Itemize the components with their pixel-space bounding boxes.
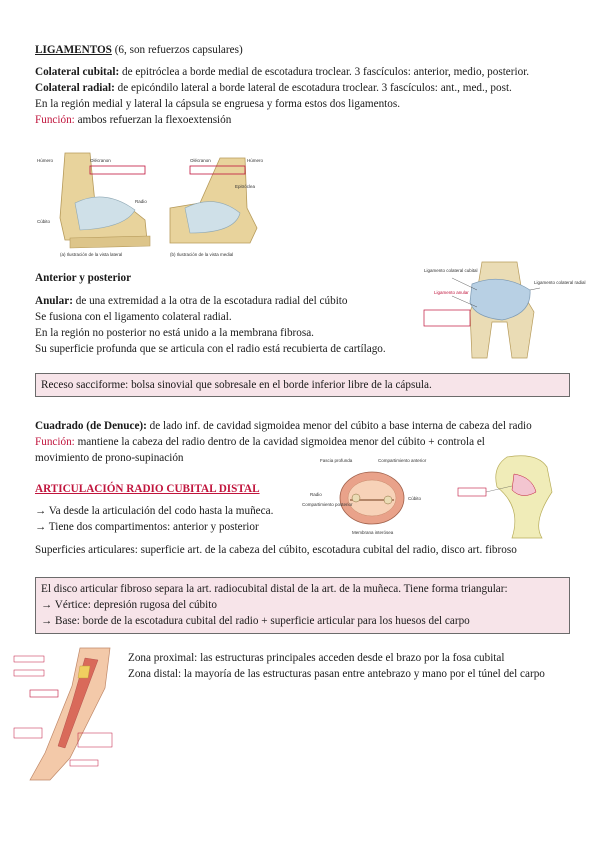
cuadrado-label: Cuadrado (de Denuce):	[35, 420, 147, 432]
fig2-label-colateral-cubital: Ligamento colateral cubital	[424, 268, 478, 273]
anular-label: Anular:	[35, 295, 73, 307]
disco-box	[35, 577, 570, 634]
colateral-cubital-text: de epitróclea a borde medial de escotadura troclear. 3 fascículos: anterior, medio, posterior.	[119, 66, 530, 78]
anterior-line2: Se fusiona con el ligamento colateral radial.	[35, 311, 232, 323]
fig3-label-cubito: Cúbito	[408, 496, 422, 501]
elbow-ligaments-figure	[35, 148, 270, 260]
anterior-line4: Su superficie profunda que se articula con el radio está recubierta de cartílago.	[35, 343, 386, 355]
distal-radioulnar-figure	[452, 452, 572, 538]
forearm-anterior-figure	[10, 648, 118, 780]
fig1-caption-right: (b) Ilustración de la vista medial	[170, 252, 234, 257]
anular-text: de una extremidad a la otra de la escotadura radial del cúbito	[72, 295, 348, 307]
annular-ligament-figure	[422, 262, 586, 358]
disco-line2: → Vértice: depresión rugosa del cúbito	[41, 599, 217, 611]
disco-line1: El disco articular fibroso separa la art. radiocubital distal de la art. de la muñeca. Tiene forma triangular:	[41, 583, 508, 595]
cuadrado-funcion-label: Función:	[35, 436, 75, 448]
receso-text: Receso sacciforme: bolsa sinovial que sobresale en el borde inferior libre de la cápsula.	[41, 379, 432, 391]
fig2-label-colateral-radial: Ligamento colateral radial	[534, 280, 586, 285]
articulacion-line1: → Va desde la articulación del codo hasta la muñeca.	[35, 505, 274, 517]
anterior-heading-text: Anterior y posterior	[35, 272, 132, 284]
funcion-label: Función:	[35, 114, 75, 126]
cuadrado-funcion-text: mantiene la cabeza del radio dentro de la cavidad sigmoidea menor del cúbito + controla el	[74, 436, 485, 448]
colateral-radial-line	[35, 80, 512, 96]
fig1-label-epitroclea: Epitróclea	[235, 184, 256, 189]
funcion-line	[35, 112, 231, 128]
colateral-cubital-label: Colateral cubital:	[35, 66, 120, 78]
receso-box	[35, 373, 570, 397]
fig2-label-anular: Ligamento anular	[434, 290, 469, 295]
fig3-label-comp-posterior: Compartimiento posterior	[302, 502, 353, 507]
articulacion-line2: → Tiene dos compartimentos: anterior y posterior	[35, 521, 259, 533]
fig3-label-membrana: Membrana interósea	[352, 530, 394, 535]
cuadrado-line	[35, 418, 532, 434]
articulacion-heading	[35, 481, 260, 497]
ligamentos-subtitle: (6, son refuerzos capsulares)	[111, 44, 243, 56]
fig3-label-comp-anterior: Compartimiento anterior	[378, 458, 427, 463]
cuadrado-text: de lado inf. de cavidad sigmoidea menor del cúbito a base interna de cabeza del radio	[146, 420, 532, 432]
cuadrado-funcion-line2: movimiento de prono-supinación	[35, 452, 184, 464]
fig1-label-olecranon: Olécranon	[90, 158, 111, 163]
colateral-cubital-line	[35, 64, 529, 80]
cuadrado-funcion-line	[35, 434, 485, 450]
fig1-label-cubito: Cúbito	[37, 219, 51, 224]
region-line: En la región medial y lateral la cápsula se engruesa y forma estos dos ligamentos.	[35, 98, 401, 110]
colateral-radial-text: de epicóndilo lateral a borde lateral de escotadura troclear. 3 fascículos: ant., med., post.	[114, 82, 512, 94]
zona-distal: Zona distal: la mayoría de las estructuras pasan entre antebrazo y mano por el túnel del carpo	[128, 668, 545, 680]
anterior-line3: En la región no posterior no está unido a la membrana fibrosa.	[35, 327, 314, 339]
ligamentos-title-line	[35, 42, 243, 58]
fig1-label-humero: Húmero	[37, 158, 54, 163]
fig1-caption-left: (a) Ilustración de la vista lateral	[60, 252, 123, 257]
colateral-radial-label: Colateral radial:	[35, 82, 115, 94]
anular-line	[35, 293, 348, 309]
ligamentos-title: LIGAMENTOS	[35, 44, 112, 56]
fig3-label-fascia: Fascia profunda	[320, 458, 353, 463]
articulacion-heading-text: ARTICULACIÓN RADIO CUBITAL DISTAL	[35, 483, 260, 495]
disco-line3: → Base: borde de la escotadura cubital del radio + superficie articular para los huesos del carpo	[41, 615, 470, 627]
articulacion-line3: Superficies articulares: superficie art. de la cabeza del cúbito, escotadura cubital del radio, disco art. fibroso	[35, 544, 517, 556]
fig1-label-olecranon-medial: Olécranon	[190, 158, 211, 163]
fig1-label-radio: Radio	[135, 199, 147, 204]
anterior-heading	[35, 270, 131, 286]
fig3-label-radio: Radio	[310, 492, 322, 497]
fig1-label-humero-medial: Húmero	[247, 158, 264, 163]
funcion-text: ambos refuerzan la flexoextensión	[74, 114, 232, 126]
forearm-cross-section-figure	[300, 454, 435, 536]
zona-proximal: Zona proximal: las estructuras principales acceden desde el brazo por la fosa cubital	[128, 652, 505, 664]
